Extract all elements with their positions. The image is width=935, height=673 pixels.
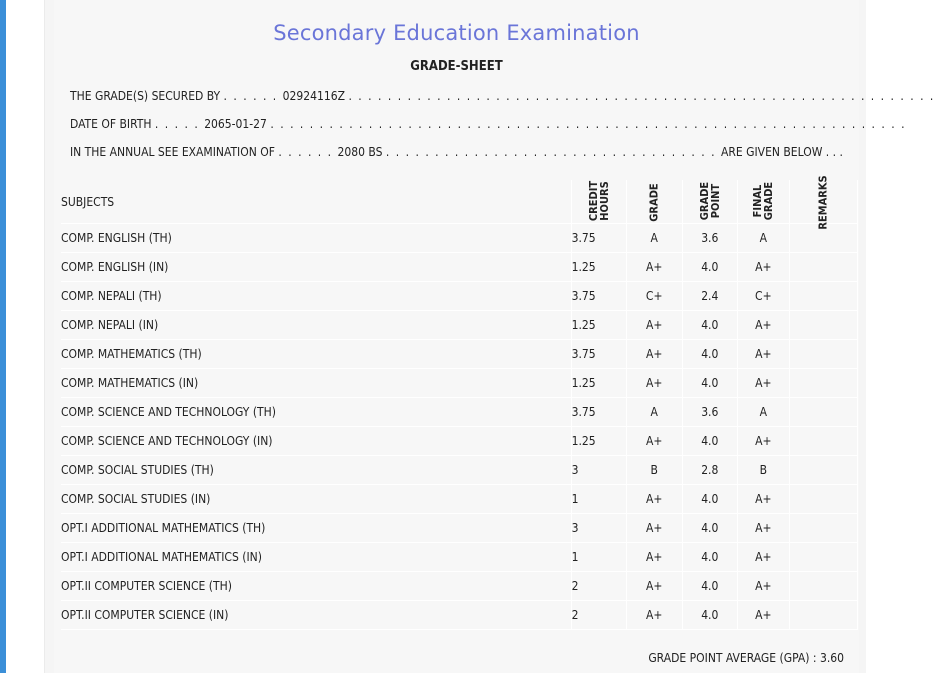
- grade-point-cell: 4.0: [682, 369, 737, 398]
- table-row: [61, 572, 858, 601]
- grade-cell: A: [626, 224, 682, 253]
- remarks-cell: [789, 485, 857, 514]
- given-below-text: ARE GIVEN BELOW . . .: [721, 145, 843, 159]
- table-row: [61, 543, 858, 572]
- table-row: [61, 369, 858, 398]
- grade-point-cell: 4.0: [682, 485, 737, 514]
- remarks-cell: [789, 311, 857, 340]
- credit-hours-cell: 3.75: [571, 398, 626, 427]
- subject-cell: COMP. MATHEMATICS (IN): [61, 369, 571, 398]
- remarks-cell: [789, 282, 857, 311]
- credit-hours-cell: 3: [571, 456, 626, 485]
- grade-point-header: [682, 180, 737, 224]
- grade-cell: A+: [626, 311, 682, 340]
- final-grade-cell: A+: [737, 514, 789, 543]
- remarks-cell: [789, 456, 857, 485]
- gpa-summary: [648, 651, 844, 665]
- grade-sheet-content: [54, 0, 935, 673]
- final-grade-cell: A+: [737, 485, 789, 514]
- grade-cell: A+: [626, 514, 682, 543]
- credit-hours-cell: 1: [571, 485, 626, 514]
- grades-table: [61, 174, 858, 630]
- final-grade-cell: A+: [737, 253, 789, 282]
- subject-cell: OPT.I ADDITIONAL MATHEMATICS (IN): [61, 543, 571, 572]
- remarks-cell: [789, 398, 857, 427]
- grade-cell: A+: [626, 485, 682, 514]
- table-row: [61, 601, 858, 630]
- grade-point-cell: 2.4: [682, 282, 737, 311]
- credit-hours-cell: 1.25: [571, 427, 626, 456]
- remarks-cell: [789, 572, 857, 601]
- credit-hours-cell: 1: [571, 543, 626, 572]
- final-grade-cell: A+: [737, 369, 789, 398]
- credit-hours-cell: 2: [571, 601, 626, 630]
- table-header-row: [61, 180, 858, 224]
- page-title: Secondary Education Examination: [273, 21, 640, 45]
- dob-label: DATE OF BIRTH: [70, 117, 152, 131]
- subject-cell: OPT.I ADDITIONAL MATHEMATICS (TH): [61, 514, 571, 543]
- gpa-value: 3.60: [819, 651, 844, 665]
- grade-sheet-panel: [44, 0, 935, 673]
- gpa-label: GRADE POINT AVERAGE (GPA) :: [648, 651, 817, 665]
- grade-cell: A: [626, 398, 682, 427]
- subject-cell: OPT.II COMPUTER SCIENCE (IN): [61, 601, 571, 630]
- final-grade-header-label: FINAL GRADE: [751, 181, 776, 221]
- grade-cell: A+: [626, 369, 682, 398]
- credit-hours-cell: 3.75: [571, 340, 626, 369]
- secured-by-line: THE GRADE(S) SECURED BY . . . . . . 02924116Z . . . . . . . . . . . . . . . . . . . . . . . . . . . . . . . . . . . . . . . . . . . . . . . . . . . . . . . . . . . .: [70, 89, 935, 103]
- remarks-cell: [789, 369, 857, 398]
- subject-cell: COMP. ENGLISH (IN): [61, 253, 571, 282]
- grade-point-cell: 4.0: [682, 427, 737, 456]
- grade-point-header-label: GRADE POINT: [697, 181, 722, 221]
- credit-hours-cell: 3.75: [571, 282, 626, 311]
- subject-cell: COMP. ENGLISH (TH): [61, 224, 571, 253]
- credit-hours-cell: 3.75: [571, 224, 626, 253]
- final-grade-cell: A+: [737, 340, 789, 369]
- grade-cell: A+: [626, 543, 682, 572]
- credit-hours-cell: 1.25: [571, 253, 626, 282]
- table-row: [61, 253, 858, 282]
- final-grade-cell: C+: [737, 282, 789, 311]
- grade-cell: A+: [626, 601, 682, 630]
- grade-header-label: GRADE: [647, 182, 661, 222]
- table-row: [61, 427, 858, 456]
- credit-hours-cell: 3: [571, 514, 626, 543]
- subject-cell: COMP. NEPALI (IN): [61, 311, 571, 340]
- table-row: [61, 340, 858, 369]
- credit-hours-header-label: CREDIT HOURS: [586, 180, 611, 222]
- grade-cell: A+: [626, 253, 682, 282]
- secured-by-label: THE GRADE(S) SECURED BY: [70, 89, 221, 103]
- remarks-cell: [789, 601, 857, 630]
- table-row: [61, 282, 858, 311]
- grade-point-cell: 3.6: [682, 224, 737, 253]
- grade-point-cell: 4.0: [682, 543, 737, 572]
- credit-hours-header: [571, 180, 626, 224]
- grade-cell: A+: [626, 427, 682, 456]
- remarks-cell: [789, 543, 857, 572]
- table-row: [61, 311, 858, 340]
- grades-table-body: [61, 224, 858, 630]
- subject-cell: COMP. SOCIAL STUDIES (TH): [61, 456, 571, 485]
- grade-cell: C+: [626, 282, 682, 311]
- subjects-header: SUBJECTS: [61, 180, 571, 224]
- table-row: [61, 485, 858, 514]
- credit-hours-cell: 2: [571, 572, 626, 601]
- final-grade-header: [737, 180, 789, 224]
- grade-point-cell: 4.0: [682, 340, 737, 369]
- grade-point-cell: 4.0: [682, 514, 737, 543]
- remarks-header: [789, 174, 857, 230]
- final-grade-cell: A: [737, 224, 789, 253]
- grade-cell: A+: [626, 572, 682, 601]
- left-accent-bar: [0, 0, 6, 673]
- remarks-cell: [789, 253, 857, 282]
- final-grade-cell: A+: [737, 601, 789, 630]
- table-row: [61, 456, 858, 485]
- final-grade-cell: A+: [737, 311, 789, 340]
- subject-cell: COMP. NEPALI (TH): [61, 282, 571, 311]
- remarks-cell: [789, 514, 857, 543]
- remarks-cell: [789, 427, 857, 456]
- remarks-header-label: REMARKS: [816, 174, 830, 230]
- remarks-cell: [789, 340, 857, 369]
- grade-point-cell: 3.6: [682, 398, 737, 427]
- subject-cell: COMP. SCIENCE AND TECHNOLOGY (IN): [61, 427, 571, 456]
- grade-cell: A+: [626, 340, 682, 369]
- final-grade-cell: A+: [737, 427, 789, 456]
- grade-point-cell: 4.0: [682, 253, 737, 282]
- grade-sheet-heading: GRADE-SHEET: [410, 59, 503, 74]
- grade-cell: B: [626, 456, 682, 485]
- final-grade-cell: B: [737, 456, 789, 485]
- final-grade-cell: A+: [737, 572, 789, 601]
- final-grade-cell: A+: [737, 543, 789, 572]
- subject-cell: COMP. SCIENCE AND TECHNOLOGY (TH): [61, 398, 571, 427]
- dob-line: DATE OF BIRTH . . . . . 2065-01-27 . . . . . . . . . . . . . . . . . . . . . . . . . . . . . . . . . . . . . . . . . . . . . . . . . . . . . . . . . . . . . . . . .: [70, 117, 907, 131]
- dob-value: 2065-01-27: [204, 117, 267, 131]
- subject-cell: OPT.II COMPUTER SCIENCE (TH): [61, 572, 571, 601]
- table-row: [61, 398, 858, 427]
- grade-point-cell: 4.0: [682, 572, 737, 601]
- exam-year: 2080 BS: [337, 145, 383, 159]
- symbol-number: 02924116Z: [282, 89, 346, 103]
- credit-hours-cell: 1.25: [571, 369, 626, 398]
- final-grade-cell: A: [737, 398, 789, 427]
- exam-label: IN THE ANNUAL SEE EXAMINATION OF: [70, 145, 275, 159]
- table-row: [61, 224, 858, 253]
- credit-hours-cell: 1.25: [571, 311, 626, 340]
- subject-cell: COMP. SOCIAL STUDIES (IN): [61, 485, 571, 514]
- grade-point-cell: 2.8: [682, 456, 737, 485]
- grade-point-cell: 4.0: [682, 601, 737, 630]
- grade-point-cell: 4.0: [682, 311, 737, 340]
- subject-cell: COMP. MATHEMATICS (TH): [61, 340, 571, 369]
- exam-line: IN THE ANNUAL SEE EXAMINATION OF . . . . . . 2080 BS . . . . . . . . . . . . . . . . . . . . . . . . . . . . . . . . . . ARE GIVEN BELOW . . .: [70, 145, 843, 159]
- grade-header: [626, 180, 682, 224]
- table-row: [61, 514, 858, 543]
